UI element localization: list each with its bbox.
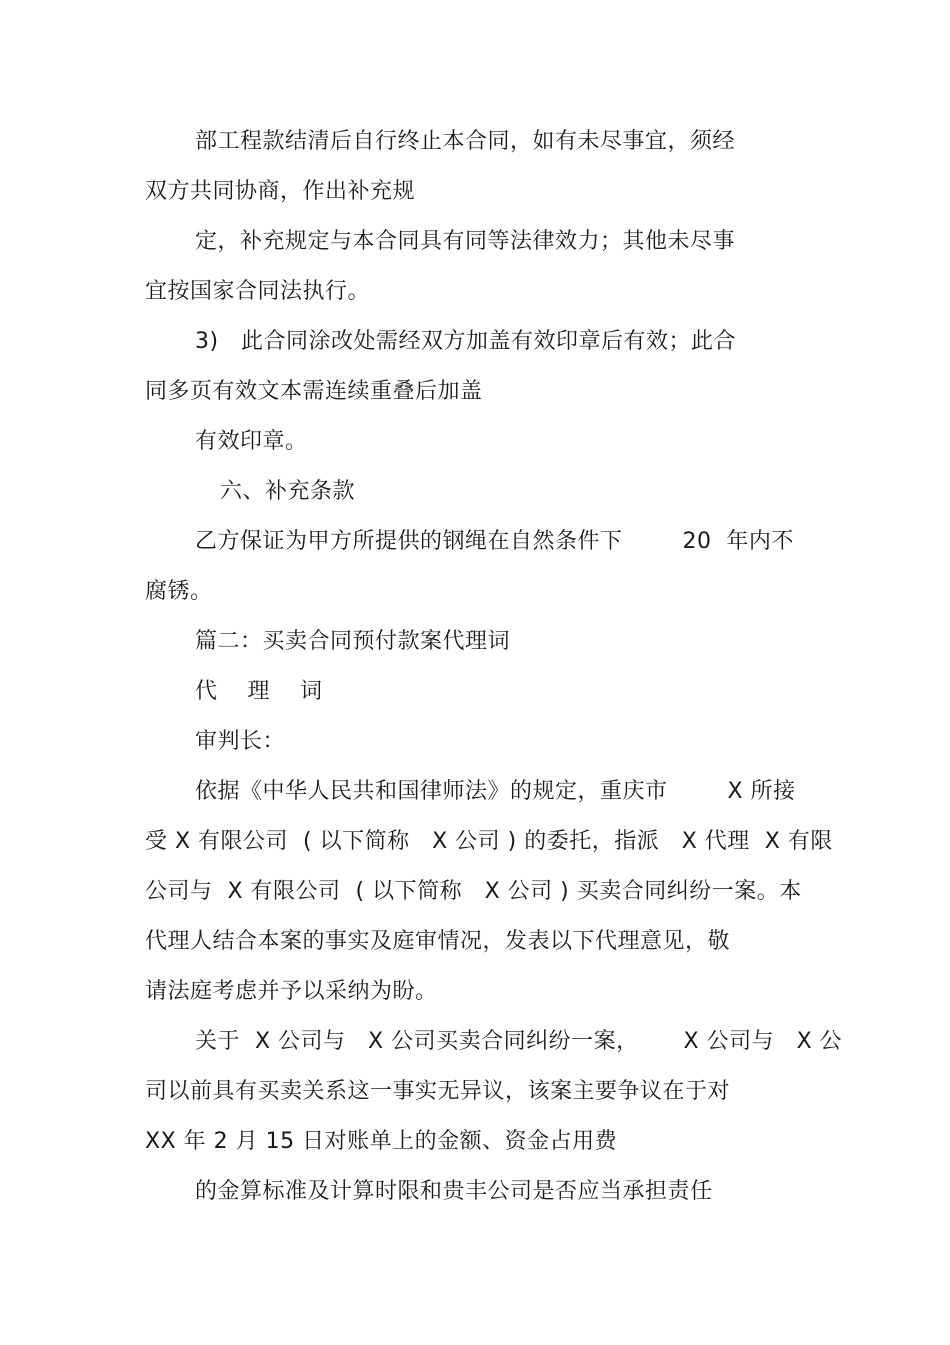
text-line-20: 司以前具有买卖关系这一事实无异议，该案主要争议在于对: [145, 1079, 731, 1104]
text-line-10: 腐锈。: [145, 579, 213, 604]
text-line-22: 的金算标准及计算时限和贵丰公司是否应当承担责任: [195, 1179, 713, 1204]
text-line-5: 3) 此合同涂改处需经双方加盖有效印章后有效；此合: [195, 329, 737, 354]
text-line-18: 请法庭考虑并予以采纳为盼。: [145, 979, 438, 1004]
text-line-17: 代理人结合本案的事实及庭审情况，发表以下代理意见，敬: [145, 929, 731, 954]
text-line-1: 部工程款结清后自行终止本合同，如有未尽事宜，须经: [195, 129, 736, 154]
section-heading: 六、补充条款: [220, 479, 356, 504]
text-line-3: 定，补充规定与本合同具有同等法律效力；其他未尽事: [195, 229, 736, 254]
text-line-19: 关于 X 公司与 X 公司买卖合同纠纷一案， X 公司与 X 公: [195, 1029, 843, 1054]
text-line-15: 受 X 有限公司 ( 以下简称 X 公司 ) 的委托，指派 X 代理 X 有限: [145, 829, 833, 854]
chapter-heading: 篇二：买卖合同预付款案代理词: [195, 629, 511, 654]
salutation: 审判长：: [195, 729, 286, 754]
text-line-6: 同多页有效文本需连续重叠后加盖: [145, 379, 483, 404]
text-line-4: 宜按国家合同法执行。: [145, 279, 371, 304]
text-line-2: 双方共同协商，作出补充规: [145, 179, 416, 204]
text-line-14: 依据《中华人民共和国律师法》的规定，重庆市 X 所接: [195, 779, 796, 804]
text-line-21: XX 年 2 月 15 日对账单上的金额、资金占用费: [145, 1129, 618, 1154]
text-line-16: 公司与 X 有限公司 ( 以下简称 X 公司 ) 买卖合同纠纷一案。本: [145, 879, 802, 904]
text-line-9: 乙方保证为甲方所提供的钢绳在自然条件下 20 年内不: [195, 529, 794, 554]
document-title: 代 理 词: [195, 679, 323, 704]
text-line-7: 有效印章。: [195, 429, 308, 454]
